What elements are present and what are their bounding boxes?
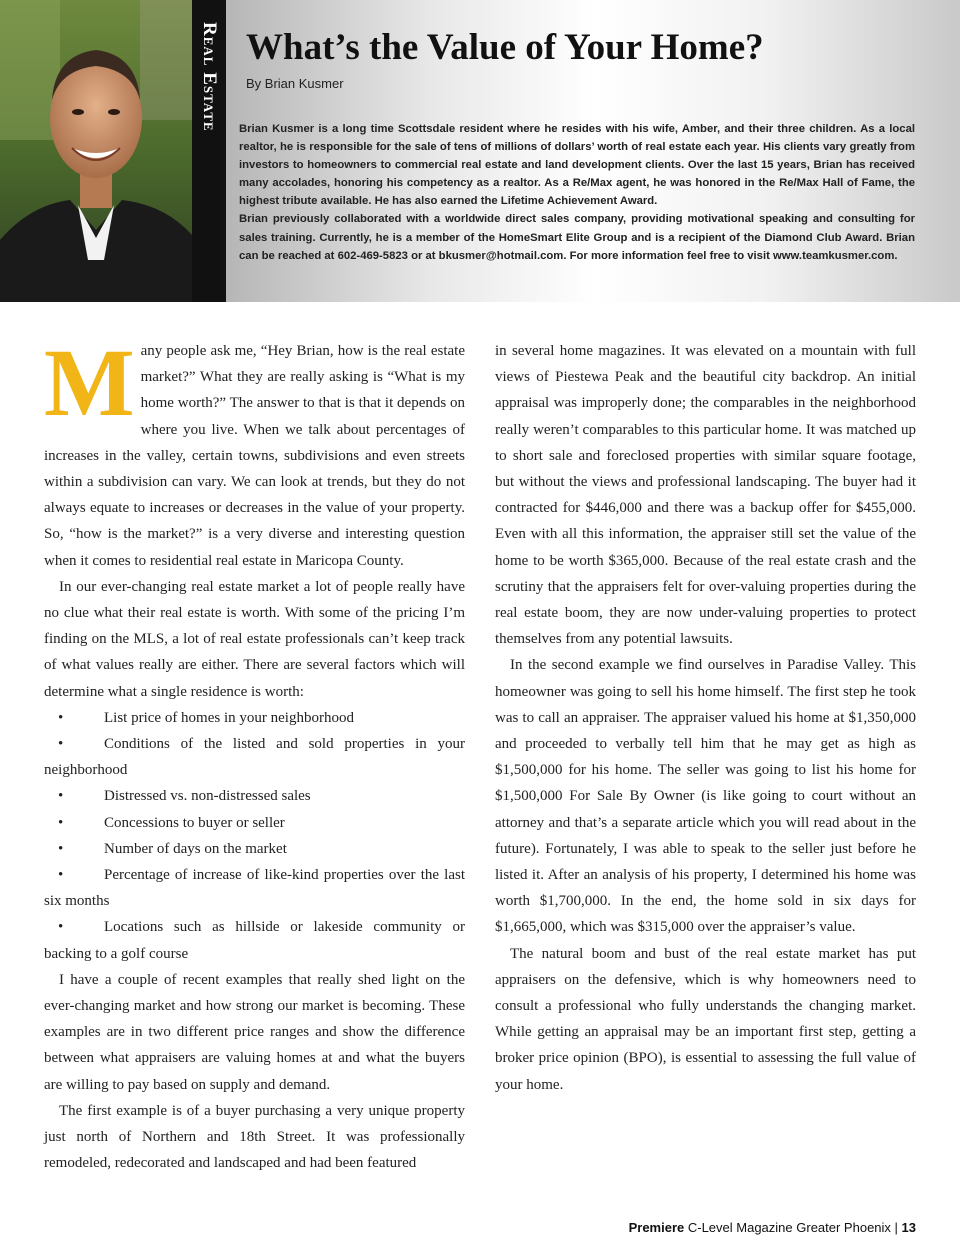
footer-publication: C-Level Magazine Greater Phoenix | xyxy=(684,1220,898,1235)
drop-cap: M xyxy=(44,329,135,436)
header-banner xyxy=(0,0,960,302)
section-label-text: Real Estate xyxy=(199,22,220,132)
article-paragraph xyxy=(44,329,465,574)
footer-brand: Premiere xyxy=(628,1220,685,1235)
bio-paragraph: Brian Kusmer is a long time Scottsdale resident where he resides with his wife, Amber, and their three children. As a local realtor, he is responsible for the sale of tens of millions of dollars’ worth of real estate each year. His clients vary greatly from investors to homeowners to commercial real estate and land development clients. Over the last 15 years, Brian has received many accolades, honoring his competency as a realtor. As a Re/Max agent, he was honored in the Re/Max Hall of Fame, the highest tribute available. He has also earned the Lifetime Achievement Award. xyxy=(239,123,915,208)
factor-list xyxy=(44,705,465,967)
list-item: • Locations such as hillside or lakeside community or backing to a golf course xyxy=(44,914,465,966)
list-item: • Percentage of increase of like-kind properties over the last six months xyxy=(44,862,465,914)
article-paragraph: in several home magazines. It was elevated on a mountain with full views of Piestewa Peak and the beautiful city backdrop. An initial appraisal was improperly done; the comparables in the neighborhood really weren’t comparables to this particular home. It was matched up to short sale and foreclosed properties with similar square footage, but without the views and professional landscaping. The buyer had it contracted for $446,000 and there was a backup offer for $455,000. Even with all this information, the appraiser still set the value of the home to be worth $365,000. Because of the real estate crash and the scrutiny that the appraisers felt for over-valuing properties during the real estate boom, they are now under-valuing properties to protect themselves from any potential lawsuits. xyxy=(495,343,916,648)
article-column-right xyxy=(495,338,916,1098)
article-paragraph: In the second example we find ourselves in Paradise Valley. This homeowner was going to sell his home himself. The first step he took was to call an appraiser. The appraiser valued his home at $1,350,000 and proceeded to verbally tell him that he may get as high as $1,500,000 for his home. The seller was going to list his home for $1,500,000 For Sale By Owner (is like going to court without an attorney and that’s a separate article which you will read about in the future). Fortunately, I was able to speak to the seller just before he listed it. After an analysis of his property, I determined his home was worth $1,700,000. In the end, the home sold in six days for $1,665,000, which was $315,000 over the appraiser’s value. xyxy=(495,657,916,936)
article-title: What’s the Value of Your Home? xyxy=(246,27,764,68)
author-portrait-image xyxy=(0,0,192,302)
author-bio xyxy=(239,120,915,265)
list-item: • Concessions to buyer or seller xyxy=(44,810,465,836)
list-item: • Number of days on the market xyxy=(44,836,465,862)
article-byline: By Brian Kusmer xyxy=(246,76,344,91)
bio-paragraph: Brian previously collaborated with a worldwide direct sales company, providing motivational speaking and consulting for sales training. Currently, he is a member of the HomeSmart Elite Group and is a recipient of the Diamond Club Award. Brian can be reached at 602-469-5823 or at bkusmer@hotmail.com. For more information feel free to visit www.teamkusmer.com. xyxy=(239,213,915,262)
paragraph-text: any people ask me, “Hey Brian, how is the real estate market?” What they are really asking is “What is my home worth?” The answer to that is that it depends on where you live. When we talk about percentages of increases in the valley, certain towns, subdivisions and even streets within a subdivision can vary. We can look at trends, but they do not always equate to increases or decreases in the value of your property. So, “how is the market?” is a very diverse and interesting question when it comes to residential real estate in Maricopa County. xyxy=(44,343,465,569)
page-number: 13 xyxy=(901,1220,916,1235)
article-paragraph: I have a couple of recent examples that really shed light on the ever-changing market and how strong our market is becoming. These examples are in two different price ranges and show the difference between what appraisers are valuing homes at and what the buyers are willing to pay based on supply and demand. xyxy=(44,971,465,1093)
list-item: • Conditions of the listed and sold properties in your neighborhood xyxy=(44,731,465,783)
article-paragraph: The natural boom and bust of the real estate market has put appraisers on the defensive, which is why homeowners need to consult a professional who fully understands the changing market. While getting an appraisal may be an important first step, getting a broker price opinion (BPO), is essential to assessing the full value of your home. xyxy=(495,945,916,1093)
article-paragraph: The first example is of a buyer purchasing a very unique property just north of Northern and 18th Street. It was professionally remodeled, redecorated and landscaped and had been featured xyxy=(44,1102,465,1172)
section-label xyxy=(192,0,226,302)
article-paragraph: In our ever-changing real estate market a lot of people really have no clue what their real estate is worth. With some of the pricing I’m finding on the MLS, a lot of real estate professionals can’t keep track of what values really are either. There are several factors which will determine what a single residence is worth: xyxy=(44,578,465,700)
author-photo xyxy=(0,0,192,302)
list-item: • Distressed vs. non-distressed sales xyxy=(44,783,465,809)
list-item: • List price of homes in your neighborhood xyxy=(44,705,465,731)
article-column-left xyxy=(44,329,465,1177)
page-footer xyxy=(629,1220,916,1235)
